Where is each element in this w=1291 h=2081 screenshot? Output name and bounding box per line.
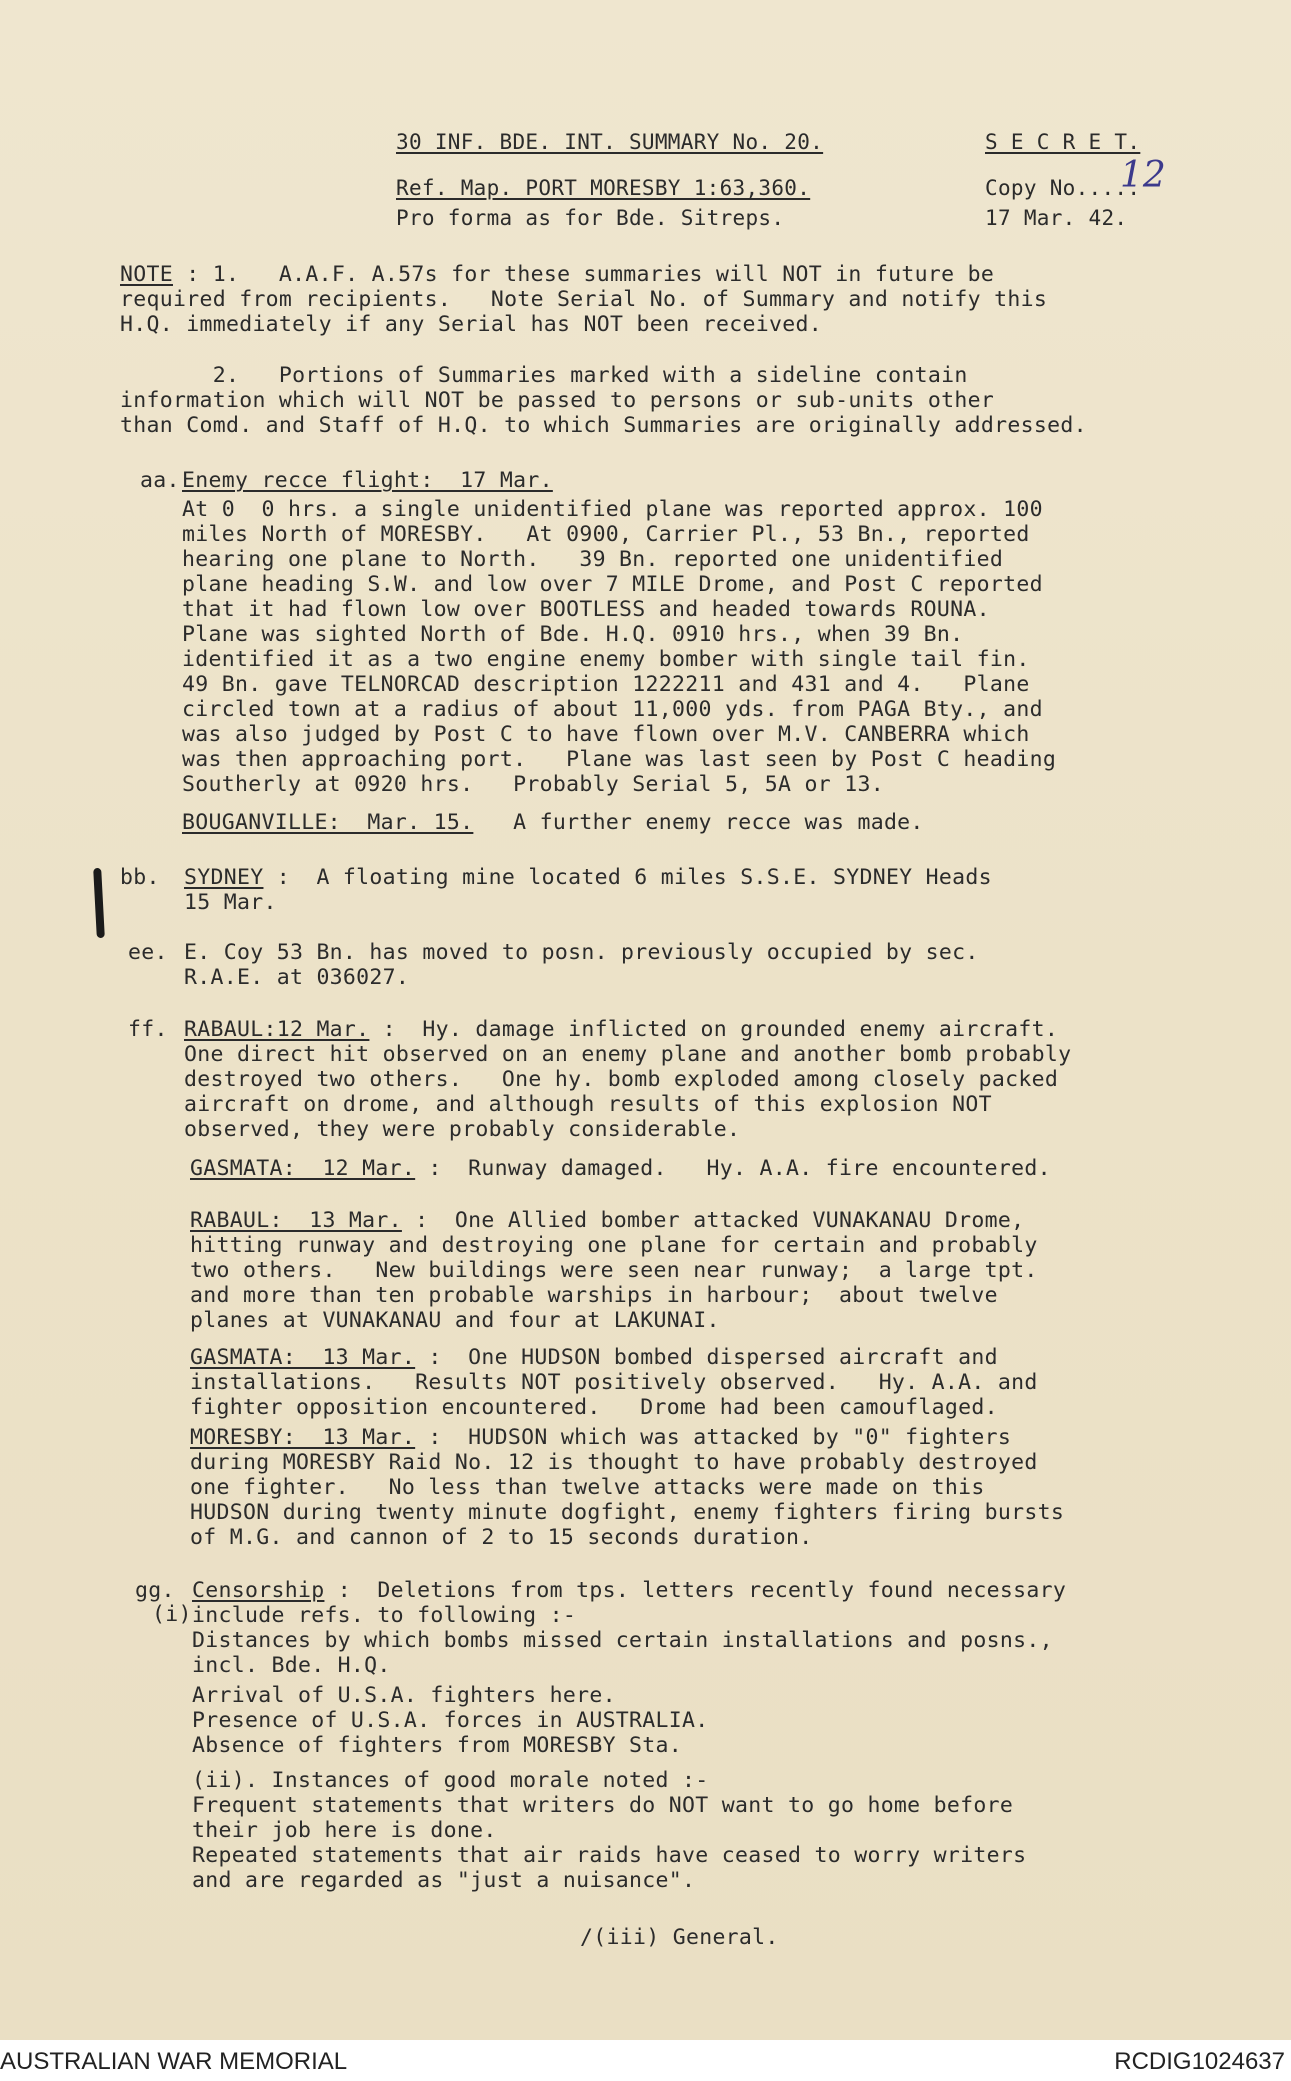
section-gg-line-5: Arrival of U.S.A. fighters here.: [192, 1683, 616, 1708]
section-aa-prefix: aa.: [140, 468, 180, 493]
section-ee-line-1: E. Coy 53 Bn. has moved to posn. previously occupied by sec.: [184, 940, 979, 965]
section-ff-line-1: RABAUL:12 Mar. : Hy. damage inflicted on grounded enemy aircraft.: [184, 1017, 1059, 1042]
summary-title: 30 INF. BDE. INT. SUMMARY No. 20.: [396, 130, 824, 154]
copy-number: Copy No.....: [985, 176, 1141, 200]
note-para2-line-1: 2. Portions of Summaries marked with a sideline contain: [120, 363, 968, 388]
document-date: 17 Mar. 42.: [985, 206, 1128, 230]
moresby-13-line-1: MORESBY: 13 Mar. : HUDSON which was attacked by "0" fighters: [190, 1425, 1012, 1450]
section-ff-prefix: ff.: [128, 1017, 168, 1042]
bougainville-line: BOUGANVILLE: Mar. 15. A further enemy recce was made.: [182, 810, 924, 835]
section-ff-line-4: aircraft on drome, and although results of this explosion NOT: [184, 1092, 992, 1117]
rabaul-13-line-4: and more than ten probable warships in harbour; about twelve: [190, 1283, 998, 1308]
section-bb-heading: SYDNEY: [184, 865, 264, 890]
moresby-13-line-5: of M.G. and cannon of 2 to 15 seconds duration.: [190, 1525, 813, 1550]
note-para2-line-3: than Comd. and Staff of H.Q. to which Summaries are originally addressed.: [120, 413, 1087, 438]
section-aa-line-7: identified it as a two engine enemy bomber with single tail fin.: [182, 647, 1030, 672]
section-ff-line-2: One direct hit observed on an enemy plane and another bomb probably: [184, 1042, 1072, 1067]
handwritten-copy-number: 12: [1120, 155, 1166, 196]
section-ff-heading: RABAUL:12 Mar.: [184, 1017, 370, 1042]
note-label: NOTE: [120, 262, 173, 287]
section-ee-line-2: R.A.E. at 036027.: [184, 965, 410, 990]
section-bb-prefix: bb.: [120, 865, 160, 890]
gasmata-13-line-2: installations. Results NOT positively observed. Hy. A.A. and: [190, 1370, 1038, 1395]
gasmata-13-line-3: fighter opposition encountered. Drome had been camouflaged.: [190, 1395, 998, 1420]
section-aa-line-3: hearing one plane to North. 39 Bn. reported one unidentified: [182, 547, 1004, 572]
footer-catalogue-id: RCDIG1024637: [1114, 2048, 1285, 2075]
section-gg-line-11: Repeated statements that air raids have ceased to worry writers: [192, 1843, 1027, 1868]
section-gg-line-2: include refs. to following :-: [192, 1603, 577, 1628]
section-aa-line-12: Southerly at 0920 hrs. Probably Serial 5, 5A or 13.: [182, 772, 884, 797]
moresby-13-line-3: one fighter. No less than twelve attacks were made on this: [190, 1475, 985, 1500]
rabaul-13-line-3: two others. New buildings were seen near runway; a large tpt.: [190, 1258, 1038, 1283]
footer-institution: AUSTRALIAN WAR MEMORIAL: [0, 2048, 348, 2075]
section-aa-line-4: plane heading S.W. and low over 7 MILE Drome, and Post C reported: [182, 572, 1043, 597]
rabaul-13-line-5: planes at VUNAKANAU and four at LAKUNAI.: [190, 1308, 720, 1333]
section-gg-line-7: Absence of fighters from MORESBY Sta.: [192, 1733, 683, 1758]
rabaul-13-line-1: RABAUL: 13 Mar. : One Allied bomber attacked VUNAKANAU Drome,: [190, 1208, 1025, 1233]
section-aa-line-6: Plane was sighted North of Bde. H.Q. 0910 hrs., when 39 Bn.: [182, 622, 964, 647]
archive-footer: [0, 2040, 1291, 2081]
gasmata-12-heading: GASMATA: 12 Mar.: [190, 1156, 416, 1181]
gasmata-13-heading: GASMATA: 13 Mar.: [190, 1345, 416, 1370]
note-line-1: NOTE : 1. A.A.F. A.57s for these summaries will NOT in future be: [120, 262, 995, 287]
section-aa-line-1: At 0 0 hrs. a single unidentified plane was reported approx. 100: [182, 497, 1043, 522]
section-gg-line-1: Censorship : Deletions from tps. letters recently found necessary: [192, 1578, 1067, 1603]
note-line-3: H.Q. immediately if any Serial has NOT been received.: [120, 312, 822, 337]
section-bb-line-1: SYDNEY : A floating mine located 6 miles S.S.E. SYDNEY Heads: [184, 865, 992, 890]
section-ee-prefix: ee.: [128, 940, 168, 965]
section-aa-line-11: was then approaching port. Plane was last seen by Post C heading: [182, 747, 1057, 772]
section-gg-prefix: gg.: [135, 1578, 175, 1603]
rabaul-13-heading: RABAUL: 13 Mar.: [190, 1208, 402, 1233]
section-gg-line-3: Distances by which bombs missed certain installations and posns.,: [192, 1628, 1053, 1653]
secret-marking: S E C R E T.: [985, 130, 1141, 154]
pro-forma-line: Pro forma as for Bde. Sitreps.: [396, 206, 785, 230]
section-aa-line-9: circled town at a radius of about 11,000 yds. from PAGA Bty., and: [182, 697, 1043, 722]
section-gg-line-9: Frequent statements that writers do NOT want to go home before: [192, 1793, 1014, 1818]
note-para2-line-2: information which will NOT be passed to persons or sub-units other: [120, 388, 995, 413]
section-aa-line-2: miles North of MORESBY. At 0900, Carrier Pl., 53 Bn., reported: [182, 522, 1030, 547]
bougainville-heading: BOUGANVILLE: Mar. 15.: [182, 810, 474, 835]
section-bb-line-2: 15 Mar.: [184, 890, 277, 915]
gasmata-12-line: GASMATA: 12 Mar. : Runway damaged. Hy. A.A. fire encountered.: [190, 1156, 1051, 1181]
section-gg-sub: (i): [152, 1602, 192, 1627]
section-aa-line-5: that it had flown low over BOOTLESS and headed towards ROUNA.: [182, 597, 990, 622]
moresby-13-line-2: during MORESBY Raid No. 12 is thought to have probably destroyed: [190, 1450, 1038, 1475]
continuation-marker: /(iii) General.: [580, 1925, 779, 1950]
section-gg-line-4: incl. Bde. H.Q.: [192, 1653, 391, 1678]
reference-map: Ref. Map. PORT MORESBY 1:63,360.: [396, 176, 811, 200]
sideline-mark: [93, 868, 105, 938]
section-gg-line-8: (ii). Instances of good morale noted :-: [192, 1768, 709, 1793]
section-gg-line-12: and are regarded as "just a nuisance".: [192, 1868, 696, 1893]
section-ff-line-5: observed, they were probably considerable.: [184, 1117, 741, 1142]
note-line-2: required from recipients. Note Serial No. of Summary and notify this: [120, 287, 1048, 312]
censorship-heading: Censorship: [192, 1578, 325, 1603]
section-ff-line-3: destroyed two others. One hy. bomb exploded among closely packed: [184, 1067, 1059, 1092]
gasmata-13-line-1: GASMATA: 13 Mar. : One HUDSON bombed dispersed aircraft and: [190, 1345, 998, 1370]
section-gg-line-6: Presence of U.S.A. forces in AUSTRALIA.: [192, 1708, 709, 1733]
section-aa-heading: Enemy recce flight: 17 Mar.: [182, 468, 553, 493]
moresby-13-line-4: HUDSON during twenty minute dogfight, enemy fighters firing bursts: [190, 1500, 1065, 1525]
moresby-13-heading: MORESBY: 13 Mar.: [190, 1425, 416, 1450]
rabaul-13-line-2: hitting runway and destroying one plane for certain and probably: [190, 1233, 1038, 1258]
section-gg-line-10: their job here is done.: [192, 1818, 497, 1843]
section-aa-line-10: was also judged by Post C to have flown over M.V. CANBERRA which: [182, 722, 1030, 747]
section-aa-line-8: 49 Bn. gave TELNORCAD description 1222211 and 431 and 4. Plane: [182, 672, 1030, 697]
